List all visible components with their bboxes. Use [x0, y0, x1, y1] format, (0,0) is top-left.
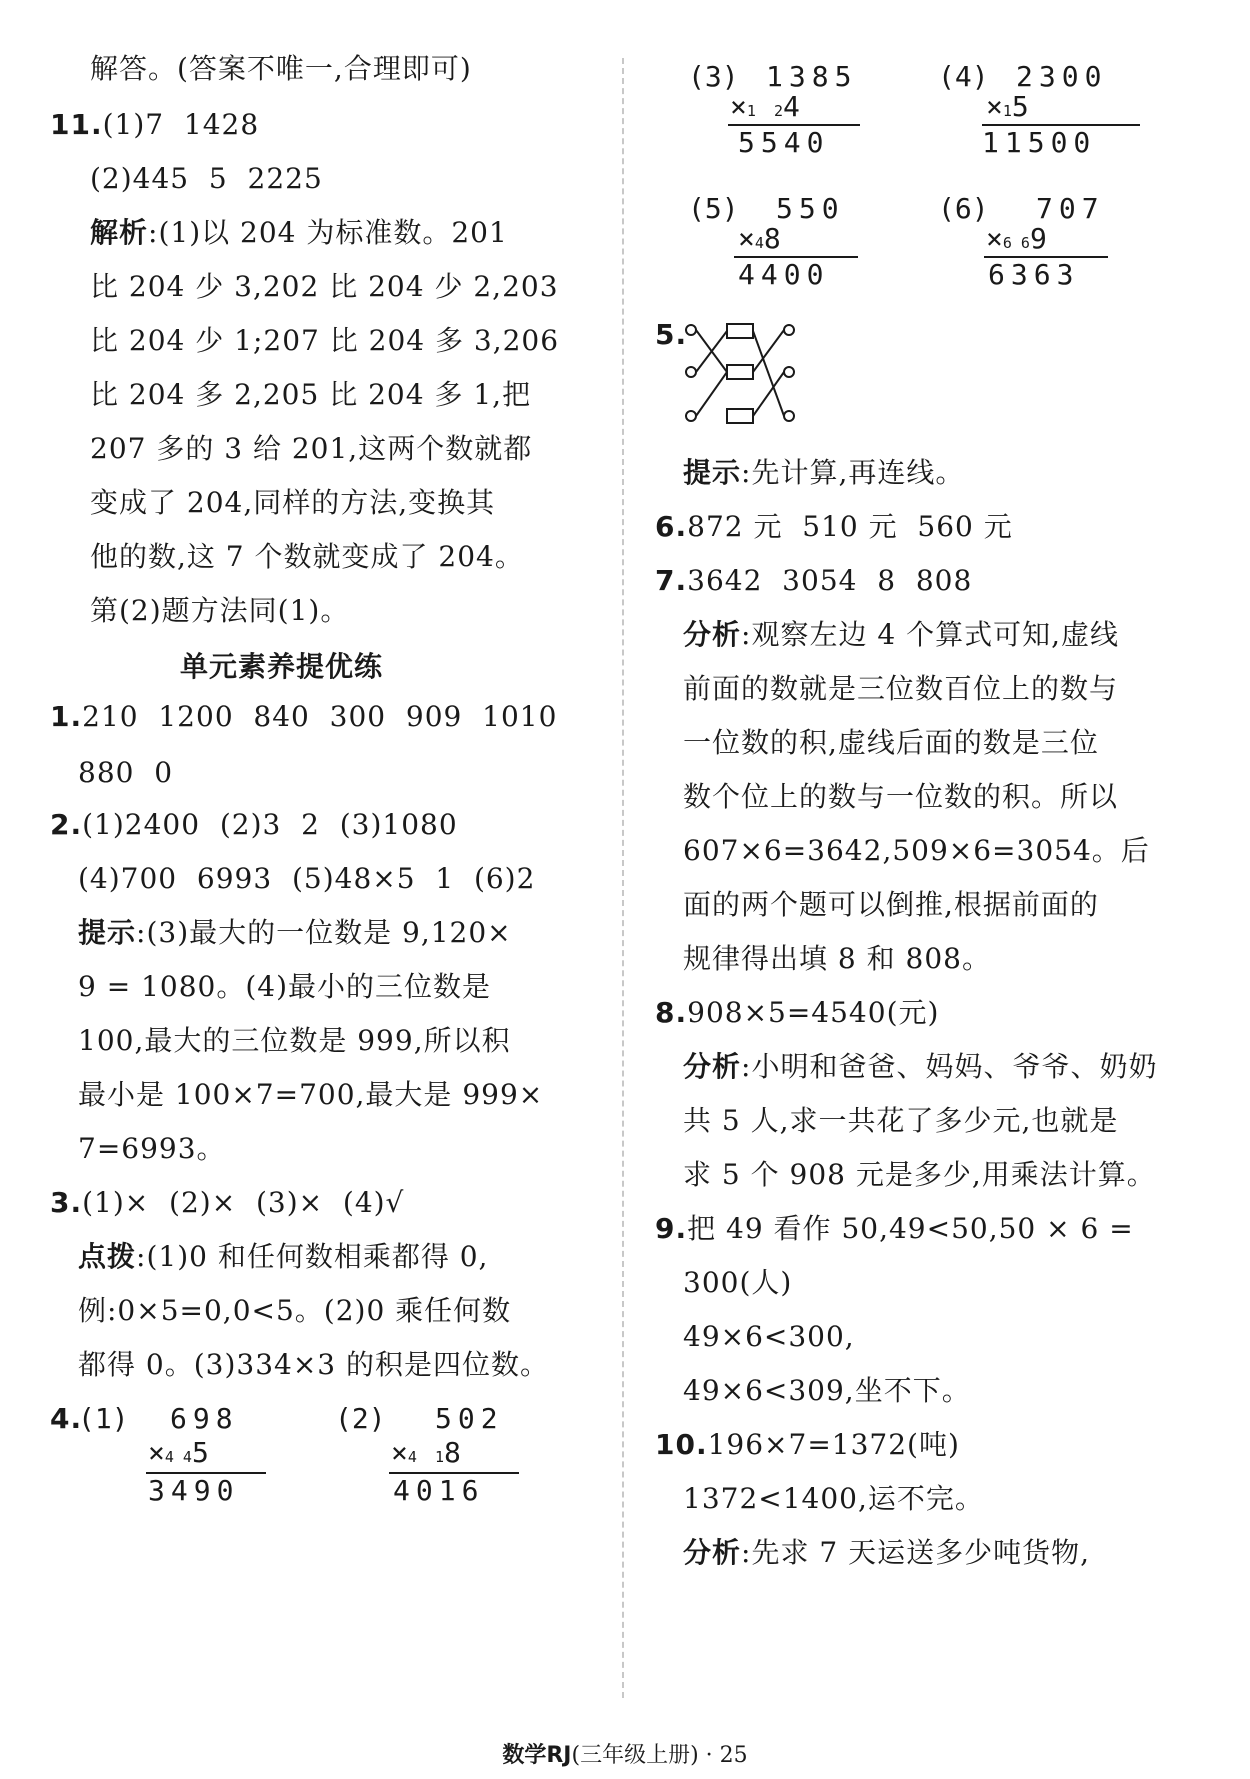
- analysis-label: 分析: [683, 1050, 742, 1083]
- calc-multiplier: ×1 24: [730, 90, 800, 123]
- text-line: 207 多的 3 给 201,这两个数就都: [90, 432, 533, 465]
- q11-analysis-line: [90, 216, 508, 250]
- q5-number: 5.: [655, 318, 688, 351]
- q10-analysis-line: [683, 1536, 1090, 1570]
- analysis-text: :小明和爸爸、妈妈、爷爷、奶奶: [741, 1050, 1158, 1083]
- q8-number: 8.: [655, 996, 688, 1029]
- q2-answer: [50, 808, 458, 842]
- q9-number: 9.: [655, 1212, 688, 1245]
- q3-text: (1)× (2)× (3)× (4)√: [82, 1186, 405, 1219]
- text-line: 求 5 个 908 元是多少,用乘法计算。: [683, 1158, 1156, 1191]
- text-line: 607×6=3642,509×6=3054。后: [683, 834, 1150, 867]
- q10-text: 196×7=1372(吨): [707, 1428, 960, 1461]
- calc-multiplicand: 502: [435, 1402, 504, 1435]
- calc-2: [335, 1402, 575, 1522]
- q2-hint-line: [78, 916, 512, 950]
- right-dot-2: [784, 367, 794, 377]
- q3-tip-line: [78, 1240, 488, 1274]
- calc-label: (2): [335, 1402, 386, 1435]
- left-dot-1: [686, 325, 696, 335]
- text-line: 共 5 人,求一共花了多少元,也就是: [683, 1104, 1119, 1137]
- calc-3: [688, 60, 928, 160]
- text-line: 面的两个题可以倒推,根据前面的: [683, 888, 1099, 921]
- q6-answer: [655, 510, 1013, 544]
- hint-label: 提示: [78, 916, 137, 949]
- calc-label: (5): [688, 192, 739, 225]
- text-line: 第(2)题方法同(1)。: [90, 594, 350, 627]
- text-line: 例:0×5=0,0<5。(2)0 乘任何数: [78, 1294, 512, 1327]
- calc-multiplicand: 698: [170, 1402, 239, 1435]
- analysis-label: 分析: [683, 618, 742, 651]
- page-footer: [0, 1738, 1250, 1769]
- text-line: 他的数,这 7 个数就变成了 204。: [90, 540, 524, 573]
- text-line: 49×6<309,坐不下。: [683, 1374, 971, 1407]
- q8-analysis-line: [683, 1050, 1157, 1084]
- carry-digits: 6 6: [1002, 234, 1030, 252]
- q1-number: 1.: [50, 700, 83, 733]
- right-dot-1: [784, 325, 794, 335]
- text-line: 前面的数就是三位数百位上的数与: [683, 672, 1119, 705]
- q11-part1: (1)7 1428: [102, 108, 260, 141]
- calc-label: (1): [78, 1402, 129, 1435]
- text-line: 比 204 少 1;207 比 204 多 3,206: [90, 324, 560, 357]
- calc-multiplicand: 1385: [766, 60, 858, 93]
- calc-label: (3): [688, 60, 739, 93]
- text-line: 7=6993。: [78, 1132, 226, 1165]
- q2-text: (1)2400 (2)3 2 (3)1080: [82, 808, 458, 841]
- calc-result: 4400: [738, 258, 830, 291]
- text-line: 100,最大的三位数是 999,所以积: [78, 1024, 511, 1057]
- matching-diagram: [685, 322, 795, 424]
- calc-result: 3490: [148, 1474, 240, 1507]
- q7-text: 3642 3054 8 808: [687, 564, 973, 597]
- text-line: 数个位上的数与一位数的积。所以: [683, 780, 1119, 813]
- footer-subject: 数学RJ: [502, 1743, 572, 1768]
- hint-label: 提示: [683, 456, 742, 489]
- q2-number: 2.: [50, 808, 83, 841]
- box-3: [727, 409, 753, 423]
- q10-number: 10.: [655, 1428, 708, 1461]
- calc-multiplier: ×4 45: [148, 1436, 209, 1469]
- q4-number: 4.: [50, 1402, 83, 1435]
- calc-multiplicand: 707: [1036, 192, 1105, 225]
- calc-6: [938, 192, 1178, 292]
- q11-number: 11.: [50, 108, 103, 141]
- calc-multiplier: ×6 69: [986, 222, 1047, 255]
- tip-label: 点拨: [78, 1240, 137, 1273]
- carry-digits: 4: [754, 234, 764, 252]
- connector-line: [696, 372, 727, 416]
- calc-result: 5540: [738, 126, 830, 159]
- box-2: [727, 365, 753, 379]
- q1-answer: [50, 700, 557, 734]
- q9-answer: [655, 1212, 1134, 1246]
- text-line: 49×6<300,: [683, 1320, 855, 1353]
- connector-line: [753, 330, 784, 372]
- calc-result: 4016: [393, 1474, 485, 1507]
- footer-separator: ·: [705, 1743, 713, 1768]
- text-line: 一位数的积,虚线后面的数是三位: [683, 726, 1099, 759]
- analysis-text: :观察左边 4 个算式可知,虚线: [741, 618, 1119, 651]
- q1-text: 210 1200 840 300 909 1010: [82, 700, 558, 733]
- text-line: 规律得出填 8 和 808。: [683, 942, 991, 975]
- text-line: 最小是 100×7=700,最大是 999×: [78, 1078, 544, 1111]
- analysis-text: :先求 7 天运送多少吨货物,: [741, 1536, 1090, 1569]
- q8-answer: [655, 996, 939, 1030]
- text-line: 比 204 多 2,205 比 204 多 1,把: [90, 378, 532, 411]
- footer-grade: (三年级上册): [571, 1743, 699, 1768]
- carry-digits: 4 4: [164, 1448, 192, 1466]
- left-dot-2: [686, 367, 696, 377]
- q9-text: 把 49 看作 50,49<50,50 × 6 =: [687, 1212, 1134, 1245]
- calc-label: (4): [938, 60, 989, 93]
- analysis-text: :(1)以 204 为标准数。201: [148, 216, 508, 249]
- calc-multiplier: ×15: [986, 90, 1029, 123]
- q3-number: 3.: [50, 1186, 83, 1219]
- calc-multiplier: ×48: [738, 222, 781, 255]
- calc-result: 11500: [982, 126, 1097, 159]
- calc-4: [938, 60, 1208, 160]
- carry-digits: 1: [1002, 102, 1012, 120]
- text-line: 880 0: [78, 756, 174, 789]
- q11-part2: (2)445 5 2225: [90, 162, 323, 195]
- hint-text: :先计算,再连线。: [741, 456, 965, 489]
- q10-answer: [655, 1428, 960, 1462]
- text-line: 300(人): [683, 1266, 793, 1299]
- section-title: 单元素养提优练: [180, 650, 384, 683]
- text-line: (4)700 6993 (5)48×5 1 (6)2: [78, 862, 536, 895]
- calc-5: [688, 192, 928, 292]
- calc-multiplicand: 550: [776, 192, 845, 225]
- q8-text: 908×5=4540(元): [687, 996, 940, 1029]
- calc-multiplier: ×4 18: [391, 1436, 461, 1469]
- carry-digits: 4 1: [407, 1448, 444, 1466]
- calc-1: [78, 1402, 298, 1522]
- right-dot-3: [784, 411, 794, 421]
- text-line: 变成了 204,同样的方法,变换其: [90, 486, 496, 519]
- box-1: [727, 324, 753, 338]
- q3-answer: [50, 1186, 404, 1220]
- q5-hint-line: [683, 456, 964, 490]
- hint-text: :(3)最大的一位数是 9,120×: [136, 916, 512, 949]
- q7-answer: [655, 564, 972, 598]
- text-line: 都得 0。(3)334×3 的积是四位数。: [78, 1348, 549, 1381]
- q7-analysis-line: [683, 618, 1119, 652]
- q7-number: 7.: [655, 564, 688, 597]
- calc-result: 6363: [988, 258, 1080, 291]
- analysis-label: 分析: [683, 1536, 742, 1569]
- calc-label: (6): [938, 192, 989, 225]
- tip-text: :(1)0 和任何数相乘都得 0,: [136, 1240, 489, 1273]
- text-line: 解答。(答案不唯一,合理即可): [90, 52, 472, 85]
- column-divider: [622, 58, 624, 1698]
- text-line: 9 = 1080。(4)最小的三位数是: [78, 970, 491, 1003]
- page-number: 25: [719, 1743, 748, 1768]
- connector-line: [753, 331, 784, 416]
- text-line: 比 204 少 3,202 比 204 少 2,203: [90, 270, 559, 303]
- text-line: 1372<1400,运不完。: [683, 1482, 984, 1515]
- q6-text: 872 元 510 元 560 元: [687, 510, 1013, 543]
- carry-digits: 1 2: [746, 102, 783, 120]
- calc-multiplicand: 2300: [1016, 60, 1108, 93]
- connector-line: [753, 372, 784, 416]
- q6-number: 6.: [655, 510, 688, 543]
- left-dot-3: [686, 411, 696, 421]
- analysis-label: 解析: [90, 216, 149, 249]
- q11-answer: [50, 108, 259, 142]
